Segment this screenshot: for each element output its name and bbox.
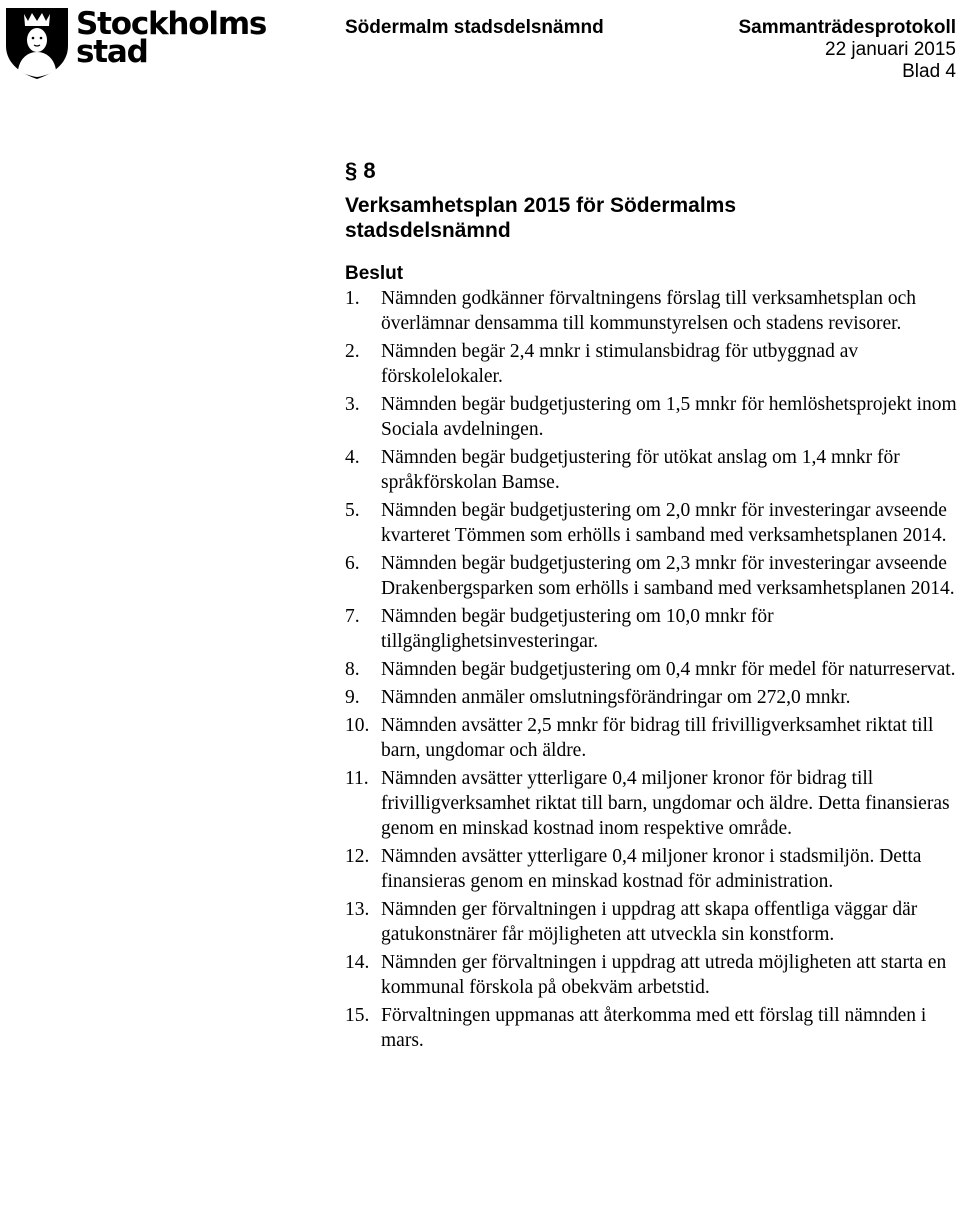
- decision-text: Nämnden avsätter ytterligare 0,4 miljoner kronor för bidrag till frivilligverksamhet riktat till barn, ungdomar och äldre. Detta finansieras genom en minskad kostnad inom respektive område.: [381, 768, 950, 839]
- logo-text-line1: Stockholms: [76, 6, 267, 42]
- decision-number: 1.: [345, 288, 360, 309]
- decision-number: 2.: [345, 341, 360, 362]
- decision-item: [345, 657, 957, 682]
- stockholm-crest-icon: [4, 4, 70, 80]
- decision-number: 8.: [345, 659, 360, 680]
- decision-text: Nämnden ger förvaltningen i uppdrag att skapa offentliga väggar där gatukonstnärer får möjligheten att utveckla sin konstform.: [381, 899, 918, 945]
- decision-item: [345, 392, 957, 442]
- decision-number: 12.: [345, 846, 370, 867]
- document-type: Sammanträdesprotokoll: [738, 17, 956, 38]
- decision-item: [345, 950, 957, 1000]
- decision-text: Förvaltningen uppmanas att återkomma med ett förslag till nämnden i mars.: [381, 1005, 927, 1051]
- decision-number: 3.: [345, 394, 360, 415]
- decision-number: 9.: [345, 687, 360, 708]
- decision-item: [345, 766, 957, 841]
- section-title: Verksamhetsplan 2015 för Södermalms stadsdelsnämnd: [345, 194, 737, 242]
- decision-text: Nämnden ger förvaltningen i uppdrag att utreda möjligheten att starta en kommunal förskola på obekväm arbetstid.: [381, 952, 947, 998]
- decision-item: [345, 713, 957, 763]
- decision-number: 7.: [345, 606, 360, 627]
- decision-text: Nämnden begär budgetjustering om 2,0 mnkr för investeringar avseende kvarteret Tömmen som erhölls i samband med verksamhetsplanen 2014.: [381, 500, 947, 546]
- decision-text: Nämnden begär budgetjustering om 10,0 mnkr för tillgänglighetsinvesteringar.: [381, 606, 774, 652]
- decision-list: [345, 286, 957, 1056]
- decision-item: [345, 445, 957, 495]
- decision-text: Nämnden begär budgetjustering om 0,4 mnkr för medel för naturreservat.: [381, 659, 956, 680]
- meeting-date: 22 januari 2015: [825, 39, 956, 60]
- decision-item: [345, 286, 957, 336]
- decision-text: Nämnden begär budgetjustering om 2,3 mnkr för investeringar avseende Drakenbergsparken som erhölls i samband med verksamhetsplanen 2014.: [381, 553, 955, 599]
- decision-number: 4.: [345, 447, 360, 468]
- decision-item: [345, 844, 957, 894]
- decision-number: 15.: [345, 1005, 370, 1026]
- decision-number: 6.: [345, 553, 360, 574]
- page-number: Blad 4: [902, 61, 956, 82]
- decision-number: 5.: [345, 500, 360, 521]
- decision-item: [345, 339, 957, 389]
- decision-item: [345, 1003, 957, 1053]
- decision-text: Nämnden godkänner förvaltningens förslag till verksamhetsplan och överlämnar densamma till kommunstyrelsen och stadens revisorer.: [381, 288, 917, 334]
- decision-number: 11.: [345, 768, 369, 789]
- decision-text: Nämnden begär 2,4 mnkr i stimulansbidrag för utbyggnad av förskolelokaler.: [381, 341, 859, 387]
- decision-text: Nämnden begär budgetjustering om 1,5 mnkr för hemlöshetsprojekt inom Sociala avdelningen.: [381, 394, 957, 440]
- logo-text-line2: stad: [76, 34, 148, 70]
- decision-number: 14.: [345, 952, 370, 973]
- decision-item: [345, 604, 957, 654]
- decision-item: [345, 897, 957, 947]
- stockholms-stad-logo: [4, 4, 267, 80]
- decision-text: Nämnden avsätter ytterligare 0,4 miljoner kronor i stadsmiljön. Detta finansieras genom en minskad kostnad för administration.: [381, 846, 922, 892]
- decision-item: [345, 685, 957, 710]
- decision-text: Nämnden begär budgetjustering för utökat anslag om 1,4 mnkr för språkförskolan Bamse.: [381, 447, 900, 493]
- decision-text: Nämnden avsätter 2,5 mnkr för bidrag till frivilligverksamhet riktat till barn, ungdomar och äldre.: [381, 715, 934, 761]
- committee-name: Södermalm stadsdelsnämnd: [345, 17, 604, 38]
- section-number: § 8: [345, 158, 376, 183]
- decision-item: [345, 551, 957, 601]
- decision-number: 13.: [345, 899, 370, 920]
- logo-wordmark: [76, 6, 267, 70]
- decision-number: 10.: [345, 715, 370, 736]
- decision-item: [345, 498, 957, 548]
- decision-heading: Beslut: [345, 263, 404, 284]
- decision-text: Nämnden anmäler omslutningsförändringar om 272,0 mnkr.: [381, 687, 851, 708]
- document-meta: [739, 17, 957, 83]
